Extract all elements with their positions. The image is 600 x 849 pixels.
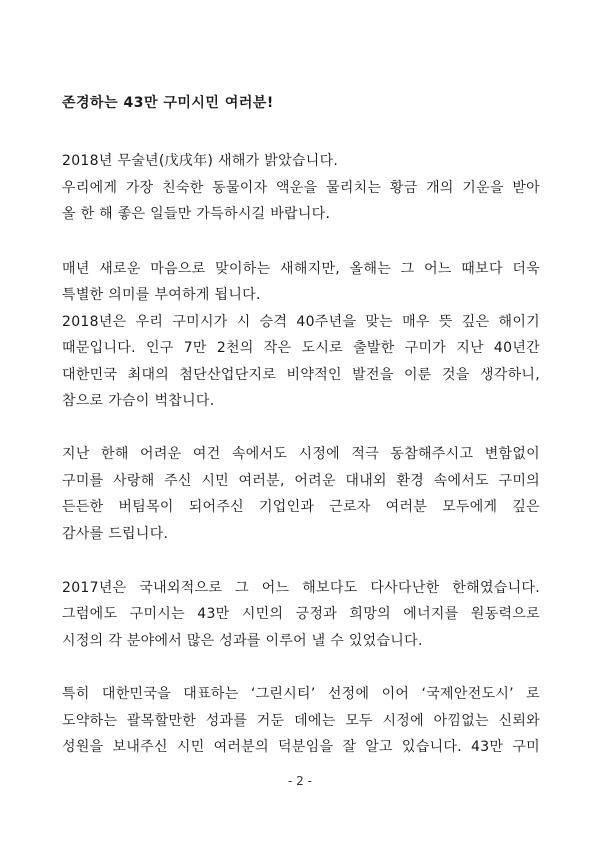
paragraph-3-line-3: 든든한 버팀목이 되어주신 기업인과 근로자 여러분 모두에게 깊은 (62, 499, 540, 515)
paragraph-3-line-2: 구미를 사랑해 주신 시민 여러분, 어려운 대내외 환경 속에서도 구미의 (62, 473, 540, 489)
page-number: - 2 - (288, 774, 312, 788)
paragraph-5-line-2: 도약하는 괄목할만한 성과를 거둔 데에는 모두 시정에 아낌없는 신뢰와 (62, 713, 540, 729)
paragraph-2-line-5: 대한민국 최대의 첨단산업단지로 비약적인 발전을 이룬 것을 생각하니, (62, 367, 540, 383)
paragraph-1-line-1: 2018년 무술년(戊戌年) 새해가 밝았습니다. (62, 153, 339, 169)
paragraph-5-line-1: 특히 대한민국을 대표하는 ‘그린시티’ 선정에 이어 ‘국제안전도시’ 로 (62, 686, 540, 702)
paragraph-1-line-2: 우리에게 가장 친숙한 동물이자 액운을 물리치는 황금 개의 기운을 받아 (62, 180, 540, 196)
page-heading: 존경하는 43만 구미시민 여러분! (62, 95, 274, 111)
paragraph-4-line-1: 2017년은 국내외적으로 그 어느 해보다도 다사다난한 한해였습니다. (62, 580, 540, 596)
paragraph-5-line-3: 성원을 보내주신 시민 여러분의 덕분임을 잘 알고 있습니다. 43만 구미 (62, 739, 540, 755)
paragraph-3-line-4: 감사를 드립니다. (62, 526, 169, 542)
paragraph-3-line-1: 지난 한해 어려운 여건 속에서도 시정에 적극 동참해주시고 변함없이 (62, 446, 540, 462)
paragraph-2-line-6: 참으로 가슴이 벅찹니다. (62, 393, 215, 409)
paragraph-1-line-3: 올 한 해 좋은 일들만 가득하시길 바랍니다. (62, 206, 331, 222)
paragraph-2-line-1: 매년 새로운 마음으로 맞이하는 새해지만, 올해는 그 어느 때보다 더욱 (62, 261, 540, 277)
paragraph-2-line-4: 때문입니다. 인구 7만 2천의 작은 도시로 출발한 구미가 지난 40년간 (62, 340, 540, 356)
paragraph-2-line-3: 2018년은 우리 구미시가 시 승격 40주년을 맞는 매우 뜻 깊은 해이기 (62, 314, 540, 330)
paragraph-2-line-2: 특별한 의미를 부여하게 됩니다. (62, 287, 261, 303)
paragraph-4-line-2: 그럼에도 구미시는 43만 시민의 긍정과 희망의 에너지를 원동력으로 (62, 606, 540, 622)
paragraph-4-line-3: 시정의 각 분야에서 많은 성과를 이루어 낼 수 있었습니다. (62, 633, 423, 649)
